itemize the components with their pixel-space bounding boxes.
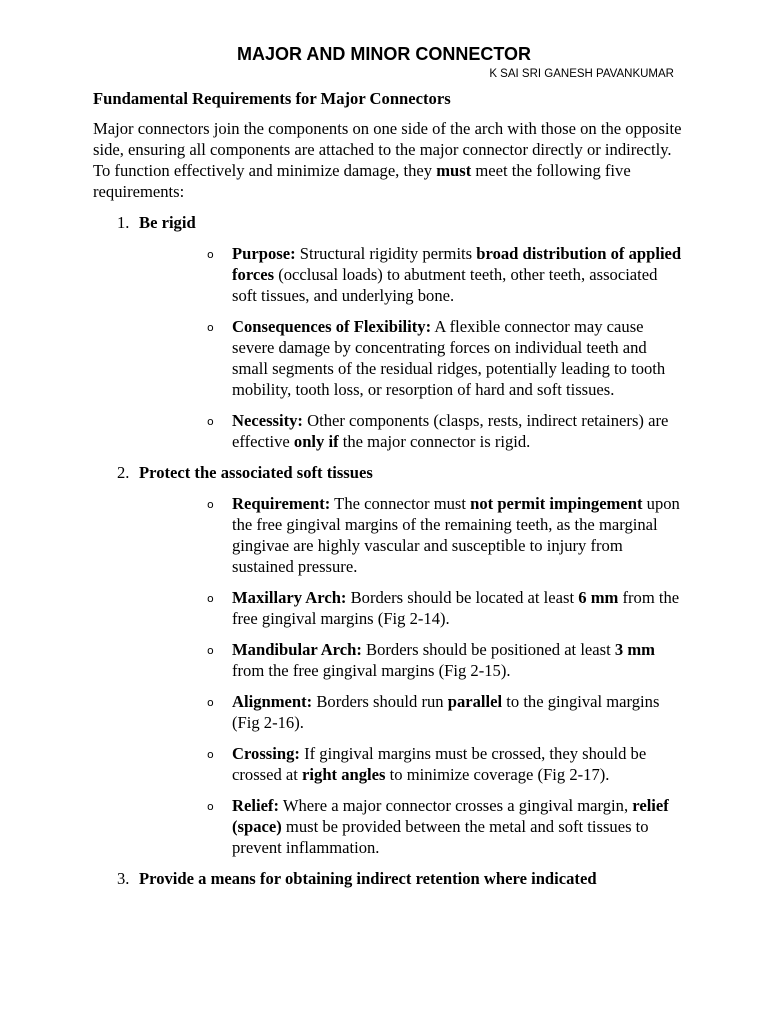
requirement-details-list [139, 243, 683, 452]
detail-text: If gingival margins must be crossed, they should be crossed at [232, 744, 647, 784]
detail-text: The connector must [330, 494, 471, 513]
circle-bullet-icon: o [207, 321, 214, 334]
detail-item [139, 587, 683, 629]
requirement-details-list [139, 493, 683, 858]
detail-emphasis: 6 mm [578, 588, 619, 607]
detail-text-end: the major connector is rigid. [338, 432, 531, 451]
detail-text: Where a major connector crosses a gingival margin, [279, 796, 633, 815]
detail-label: Necessity: [232, 411, 303, 430]
detail-label: Alignment: [232, 692, 313, 711]
circle-bullet-icon: o [207, 644, 214, 657]
circle-bullet-icon: o [207, 498, 214, 511]
detail-item [139, 410, 683, 452]
detail-emphasis: broad distribution of applied forces [232, 244, 682, 284]
requirement-number: 2. [117, 463, 130, 482]
detail-label: Relief: [232, 796, 279, 815]
detail-text: Other components (clasps, rests, indirect retainers) are effective [232, 411, 669, 451]
requirement-title: Protect the associated soft tissues [139, 463, 373, 482]
detail-text-end: (occlusal loads) to abutment teeth, other teeth, associated soft tissues, and underlying bone. [232, 265, 658, 305]
detail-emphasis: only if [293, 432, 339, 451]
requirement-number: 1. [117, 213, 130, 232]
detail-label: Consequences of Flexibility: [232, 317, 432, 336]
circle-bullet-icon: o [207, 800, 214, 813]
detail-label: Mandibular Arch: [232, 640, 362, 659]
detail-item [139, 743, 683, 785]
requirement-number: 3. [117, 869, 130, 888]
detail-text: Borders should be positioned at least [361, 640, 615, 659]
requirement-item [93, 868, 683, 889]
circle-bullet-icon: o [207, 748, 214, 761]
detail-text: A flexible connector may cause severe damage by concentrating forces on individual teeth and small segments of the residual ridges, potentially leading to tooth mobility, tooth loss, or resorption of hard and soft tissues. [232, 317, 666, 399]
detail-label: Purpose: [232, 244, 296, 263]
detail-text-end: upon the free gingival margins of the remaining teeth, as the marginal gingivae are highly vascular and susceptible to injury from sustained pressure. [232, 494, 680, 576]
detail-emphasis: 3 mm [614, 640, 655, 659]
detail-label: Maxillary Arch: [232, 588, 347, 607]
detail-text: Structural rigidity permits [295, 244, 477, 263]
detail-text: Borders should run [312, 692, 448, 711]
detail-item [139, 493, 683, 577]
detail-text-end: from the free gingival margins (Fig 2-14). [232, 588, 680, 628]
detail-text-end: to the gingival margins (Fig 2-16). [232, 692, 660, 732]
requirements-list [93, 212, 683, 889]
circle-bullet-icon: o [207, 592, 214, 605]
detail-emphasis: relief (space) [232, 796, 669, 836]
circle-bullet-icon: o [207, 415, 214, 428]
detail-emphasis: not permit impingement [470, 494, 643, 513]
detail-item [139, 316, 683, 400]
detail-text-end: from the free gingival margins (Fig 2-15). [232, 661, 511, 680]
requirement-item [93, 462, 683, 858]
detail-emphasis: parallel [447, 692, 503, 711]
detail-text: Borders should be located at least [346, 588, 579, 607]
document-title: MAJOR AND MINOR CONNECTOR [236, 44, 531, 64]
detail-text-end: to minimize coverage (Fig 2-17). [385, 765, 610, 784]
detail-item [139, 639, 683, 681]
author-name: K SAI SRI GANESH PAVANKUMAR [489, 68, 674, 80]
document-body [93, 88, 683, 899]
circle-bullet-icon: o [207, 248, 214, 261]
requirement-title: Be rigid [139, 213, 196, 232]
detail-label: Requirement: [232, 494, 331, 513]
detail-item [139, 795, 683, 858]
section-heading: Fundamental Requirements for Major Connectors [93, 89, 451, 108]
detail-emphasis: right angles [302, 765, 386, 784]
detail-label: Crossing: [232, 744, 300, 763]
requirement-title: Provide a means for obtaining indirect retention where indicated [139, 869, 597, 888]
circle-bullet-icon: o [207, 696, 214, 709]
detail-item [139, 691, 683, 733]
detail-item [139, 243, 683, 306]
requirement-item [93, 212, 683, 452]
detail-text-end: must be provided between the metal and soft tissues to prevent inflammation. [232, 817, 649, 857]
intro-paragraph: Major connectors join the components on one side of the arch with those on the opposite side, ensuring all components are attached to the major connector directly or indirectly. To function effectively and minimize damage, they must meet the following five requirements: [93, 119, 682, 201]
